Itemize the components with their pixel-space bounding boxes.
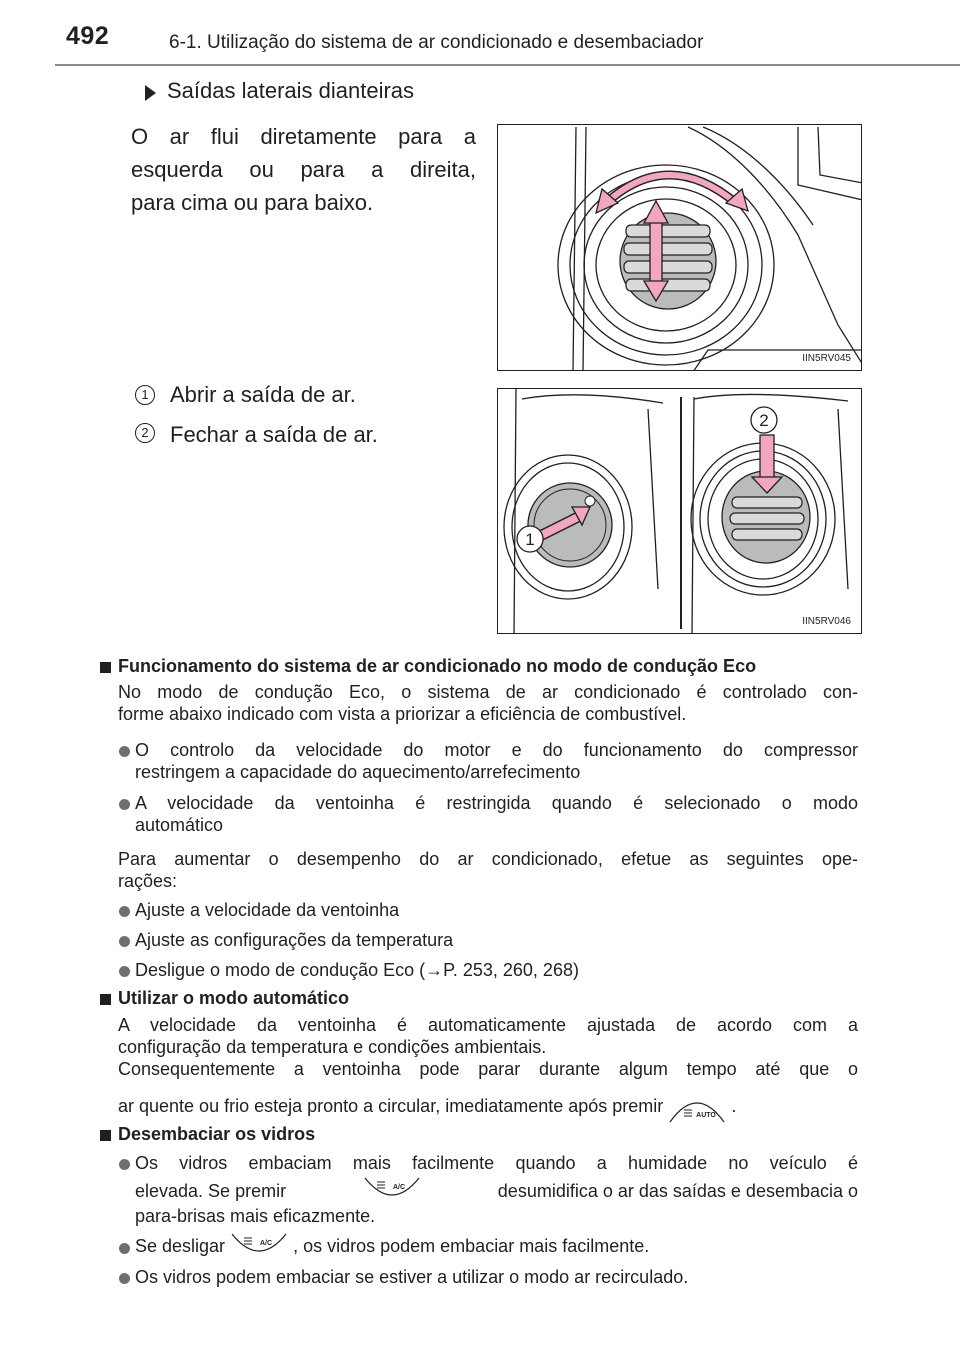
defog-line2-start: elevada. Se premir: [135, 1181, 287, 1201]
auto-button-label: AUTO: [696, 1112, 717, 1119]
defog-bullet2-end: , os vidros podem embaciar mais facilmente.: [293, 1235, 650, 1256]
vent-open-close-illustration: [498, 389, 862, 634]
step-close-vent: Fechar a saída de ar.: [170, 422, 378, 447]
chapter-title: 6-1. Utilização do sistema de ar condicionado e desembaciador: [169, 32, 704, 53]
header-divider: [55, 64, 960, 66]
eco-improve-line: rações:: [118, 871, 178, 891]
side-vents-heading: Saídas laterais dianteiras: [167, 78, 415, 103]
round-bullet-icon: [119, 1243, 130, 1254]
auto-line: configuração da temperatura e condições ambientais.: [118, 1037, 547, 1057]
round-bullet-icon: [119, 1273, 130, 1284]
ac-button-label: A/C: [392, 1184, 405, 1191]
round-bullet-icon: [119, 799, 130, 810]
eco-bullet: [135, 739, 858, 783]
defog-line3: para-brisas mais eficazmente.: [135, 1206, 376, 1226]
intro-line: O ar flui diretamente para a: [131, 124, 476, 149]
auto-last-line-end: .: [731, 1095, 737, 1116]
eco-intro-line: forme abaixo indicado com vista a priorizar a eficiência de combustível.: [118, 704, 687, 724]
round-bullet-icon: [119, 936, 130, 947]
ac-button-shape: [230, 1232, 288, 1262]
auto-line: A velocidade da ventoinha é automaticamente ajustada de acordo com a: [118, 1015, 858, 1035]
defog-bullet: [135, 1152, 858, 1174]
defog-bullet2: [135, 1232, 649, 1262]
section-square-bullet-icon: [100, 1130, 111, 1141]
ac-button-label: A/C: [260, 1240, 273, 1247]
vent-direction-illustration: [498, 125, 862, 371]
auto-section-title: Utilizar o modo automático: [118, 988, 350, 1008]
eco-action: Ajuste a velocidade da ventoinha: [135, 900, 400, 920]
ac-button-shape: [363, 1176, 421, 1206]
round-bullet-icon: [119, 906, 130, 917]
eco-section-title: Funcionamento do sistema de ar condicionado no modo de condução Eco: [118, 656, 757, 676]
round-bullet-icon: [119, 966, 130, 977]
eco-bullet-line: restringem a capacidade do aquecimento/arrefecimento: [135, 762, 581, 782]
section-square-bullet-icon: [100, 662, 111, 673]
eco-intro: [118, 681, 858, 725]
auto-text: [118, 1014, 858, 1080]
auto-last-line: [118, 1090, 858, 1124]
round-bullet-icon: [119, 746, 130, 757]
ac-button-icon: [230, 1232, 288, 1262]
side-vents-intro: [131, 120, 476, 219]
eco-bullet: [135, 792, 858, 836]
eco-intro-line: No modo de condução Eco, o sistema de ar condicionado é controlado con-: [118, 682, 858, 702]
intro-line: esquerda ou para a direita,: [131, 157, 476, 182]
step-number-badge: 2: [135, 423, 155, 443]
callout-2-label: 2: [759, 411, 769, 430]
auto-button-shape: [668, 1090, 726, 1124]
figure-code: IIN5RV046: [802, 616, 851, 627]
triangle-bullet-icon: [145, 85, 156, 101]
step-number-badge: 1: [135, 385, 155, 405]
defog-section-title: Desembaciar os vidros: [118, 1124, 316, 1144]
figure-code: IIN5RV045: [802, 353, 851, 364]
defog-bullet3: Os vidros podem embaciar se estiver a utilizar o modo ar recirculado.: [135, 1267, 689, 1287]
callout-1-label: 1: [525, 530, 535, 549]
defog-bullet-line2: [135, 1176, 858, 1206]
figure-vent-open-close: [497, 388, 862, 634]
figure-vent-direction: [497, 124, 862, 371]
step-open-vent: Abrir a saída de ar.: [170, 382, 356, 407]
auto-button-icon: [668, 1090, 726, 1124]
ac-button-icon: [363, 1176, 421, 1206]
intro-line: para cima ou para baixo.: [131, 190, 374, 215]
defog-bullet2-start: Se desligar: [135, 1235, 226, 1256]
eco-bullet-line: O controlo da velocidade do motor e do funcionamento do compressor: [135, 740, 858, 760]
defog-line2-end: desumidifica o ar das saídas e desembacia o: [497, 1181, 858, 1201]
auto-line: Consequentemente a ventoinha pode parar durante algum tempo até que o: [118, 1059, 858, 1079]
auto-last-line-text: ar quente ou frio esteja pronto a circular, imediatamente após premir: [118, 1095, 664, 1116]
section-square-bullet-icon: [100, 994, 111, 1005]
eco-improve-line: Para aumentar o desempenho do ar condicionado, efetue as seguintes ope-: [118, 849, 858, 869]
eco-improve-text: [118, 848, 858, 892]
round-bullet-icon: [119, 1159, 130, 1170]
defog-line: Os vidros embaciam mais facilmente quando a humidade no veículo é: [135, 1153, 858, 1173]
eco-action: Ajuste as configurações da temperatura: [135, 930, 454, 950]
eco-bullet-line: automático: [135, 815, 224, 835]
eco-bullet-line: A velocidade da ventoinha é restringida quando é selecionado o modo: [135, 793, 858, 813]
page-number: 492: [66, 22, 110, 50]
eco-action: Desligue o modo de condução Eco (→P. 253, 260, 268): [135, 960, 579, 980]
